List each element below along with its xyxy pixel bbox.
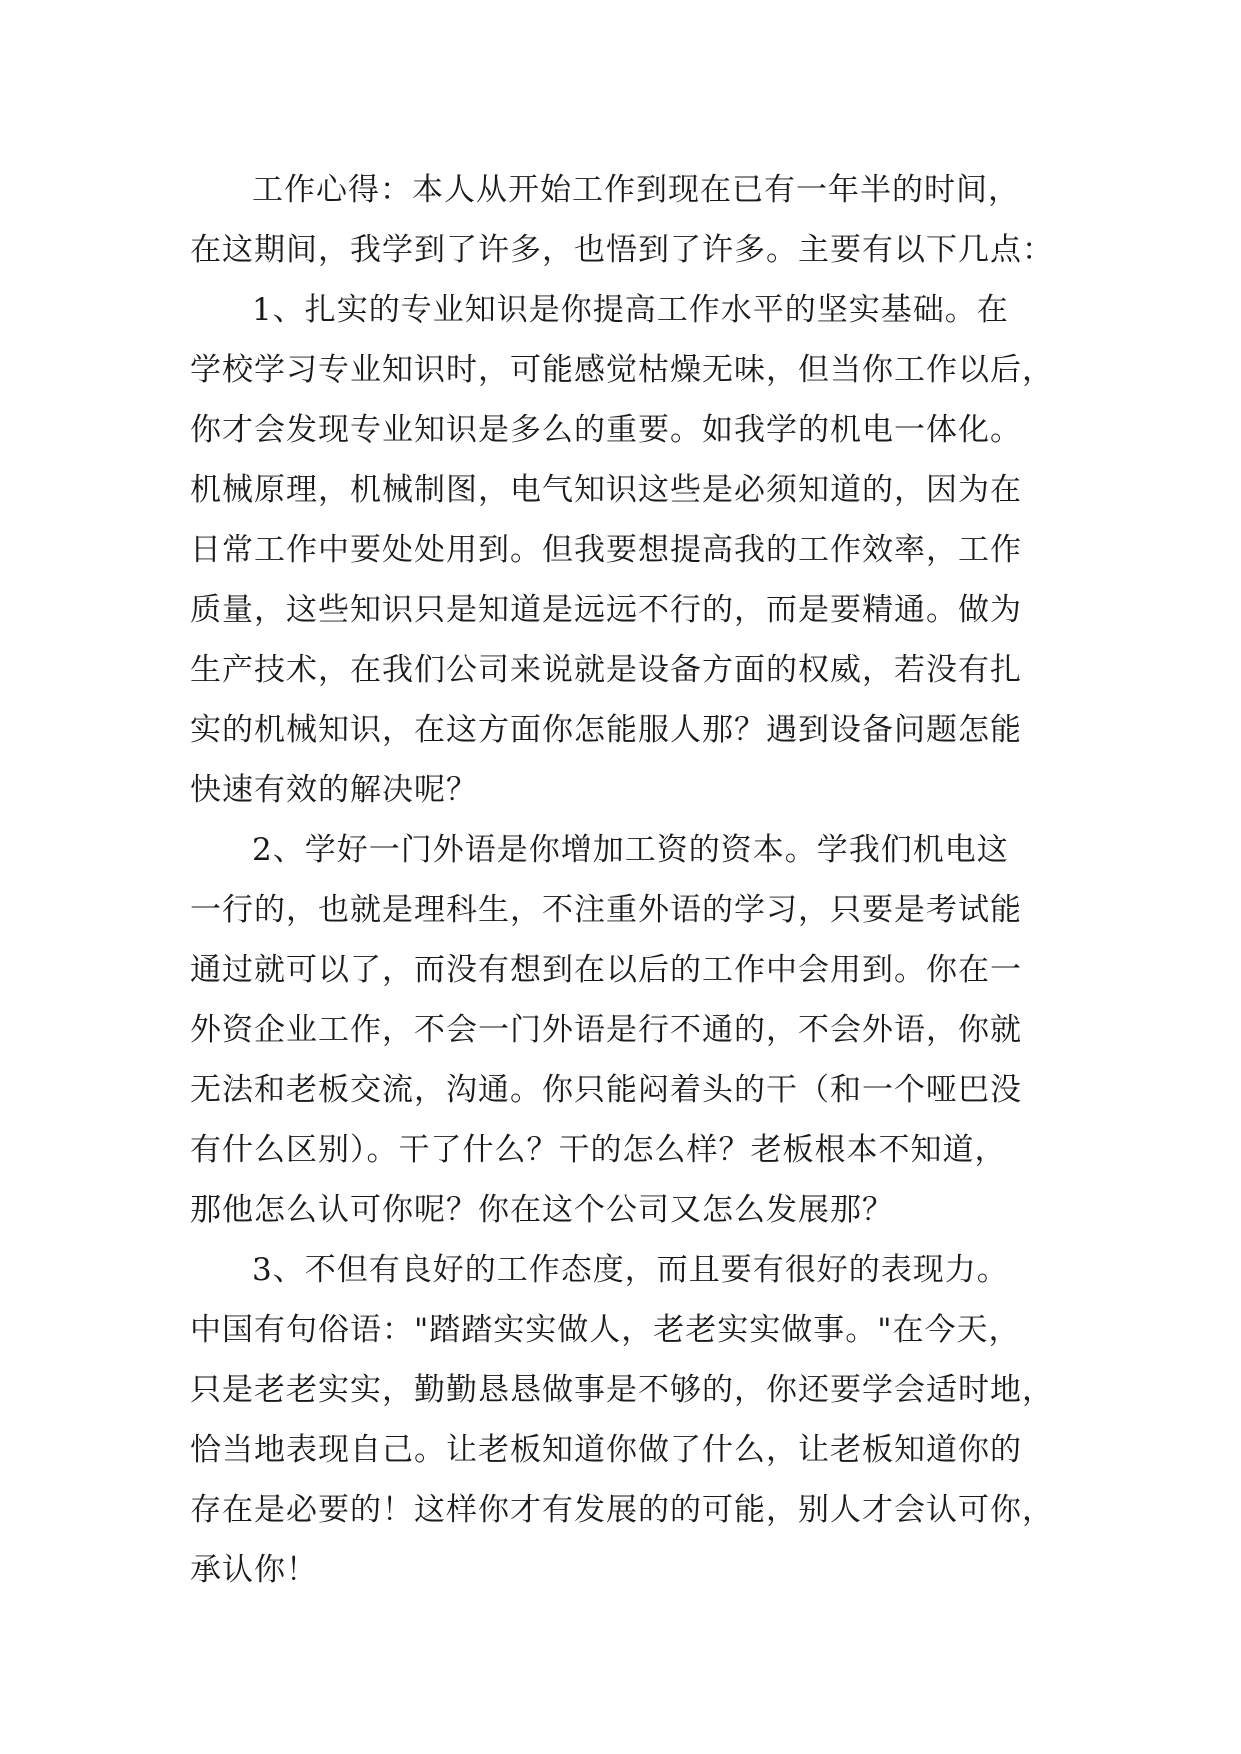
paragraph-2-line-2: 一行的，也就是理科生，不注重外语的学习，只要是考试能	[190, 892, 1022, 928]
paragraph-1-line-1: 1、扎实的专业知识是你提高工作水平的坚实基础。在	[252, 292, 1009, 328]
paragraph-1-line-7: 生产技术，在我们公司来说就是设备方面的权威，若没有扎	[190, 652, 1022, 688]
paragraph-intro-line-1: 工作心得：本人从开始工作到现在已有一年半的时间，	[252, 172, 1020, 208]
paragraph-3-line-5: 存在是必要的！这样你才有发展的的可能，别人才会认可你，	[190, 1492, 1054, 1528]
paragraph-1-line-9: 快速有效的解决呢？	[190, 772, 478, 808]
paragraph-1-line-4: 机械原理，机械制图，电气知识这些是必须知道的，因为在	[190, 472, 1022, 508]
paragraph-1-line-2: 学校学习专业知识时，可能感觉枯燥无味，但当你工作以后，	[190, 352, 1054, 388]
paragraph-2-line-1: 2、学好一门外语是你增加工资的资本。学我们机电这	[252, 832, 1009, 868]
paragraph-3-line-6: 承认你！	[190, 1552, 318, 1588]
paragraph-2-line-7: 那他怎么认可你呢？你在这个公司又怎么发展那？	[190, 1192, 894, 1228]
document-body	[190, 160, 1070, 1600]
paragraph-1-line-8: 实的机械知识，在这方面你怎能服人那？遇到设备问题怎能	[190, 712, 1022, 748]
paragraph-1-line-3: 你才会发现专业知识是多么的重要。如我学的机电一体化。	[190, 412, 1022, 448]
paragraph-1-line-5: 日常工作中要处处用到。但我要想提高我的工作效率，工作	[190, 532, 1022, 568]
paragraph-1-line-6: 质量，这些知识只是知道是远远不行的，而是要精通。做为	[190, 592, 1022, 628]
paragraph-2-line-4: 外资企业工作，不会一门外语是行不通的，不会外语，你就	[190, 1012, 1022, 1048]
paragraph-3-line-4: 恰当地表现自己。让老板知道你做了什么，让老板知道你的	[190, 1432, 1022, 1468]
paragraph-2-line-6: 有什么区别）。干了什么？干的怎么样？老板根本不知道，	[190, 1132, 1007, 1168]
paragraph-intro-line-2: 在这期间，我学到了许多，也悟到了许多。主要有以下几点：	[190, 232, 1054, 268]
paragraph-2-line-3: 通过就可以了，而没有想到在以后的工作中会用到。你在一	[190, 952, 1022, 988]
paragraph-2-line-5: 无法和老板交流，沟通。你只能闷着头的干（和一个哑巴没	[190, 1072, 1022, 1108]
paragraph-3-line-3: 只是老老实实，勤勤恳恳做事是不够的，你还要学会适时地，	[190, 1372, 1054, 1408]
paragraph-3-line-2: 中国有句俗语："踏踏实实做人，老老实实做事。"在今天，	[190, 1312, 1021, 1348]
paragraph-3-line-1: 3、不但有良好的工作态度，而且要有很好的表现力。	[252, 1252, 1009, 1288]
